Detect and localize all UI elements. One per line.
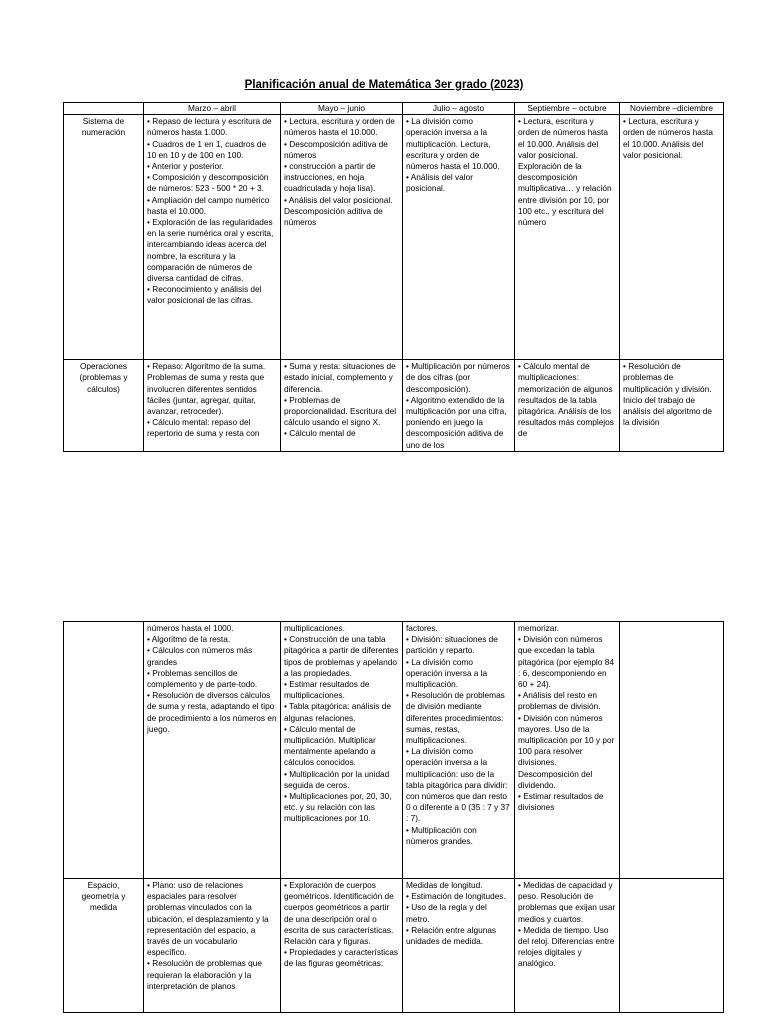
table-cell: • Multiplicación por números de dos cifras (por descomposición). • Algoritmo extendido de la multiplicación por una cifra, poniendo en juego la descomposición aditiva de uno de los [403, 360, 515, 452]
table-row [64, 879, 724, 1013]
row-label-sistema-numeracion: Sistema de numeración [64, 115, 144, 360]
table-cell: memorizar. • División con números que excedan la tabla pitagórica (por ejemplo 84 : 6, descomponiendo en 60 + 24). • Análisis del resto en problemas de división. • División con números mayores. Uso de la multiplicación por 10 y por 100 para resolver divisiones. Descomposición del dividendo. • Estimar resultados de divisiones [515, 622, 620, 879]
header-cell-marzo-abril: Marzo – abril [144, 103, 281, 115]
header-cell-mayo-junio: Mayo – junio [281, 103, 403, 115]
table-cell: factores. • División: situaciones de partición y reparto. • La división como operación inversa a la multiplicación. • Resolución de problemas de división mediante diferentes procedimientos: sumas, restas, multiplicaciones. • La división como operación inversa a la multiplicación: uso de la tabla pitagórica para dividir: con números que dan resto 0 o diferente a 0 (35 : 7 y 37 : 7). • Multiplicación con números grandes. [403, 622, 515, 879]
table-cell: Medidas de longitud. • Estimación de longitudes. • Uso de la regla y del metro. • Relación entre algunas unidades de medida. [403, 879, 515, 1013]
header-cell-noviembre-diciembre: Noviembre –diciembre [620, 103, 724, 115]
table-cell: • Cálculo mental de multiplicaciones: memorización de algunos resultados de la tabla pitagórica. Análisis de los resultados más complejos de [515, 360, 620, 452]
table-row [64, 622, 724, 879]
table-cell: • Suma y resta: situaciones de estado inicial, complemento y diferencia. • Problemas de proporcionalidad. Escritura del cálculo usando el signo X. • Cálculo mental de [281, 360, 403, 452]
table-cell [620, 879, 724, 1013]
table-cell: • Repaso: Algoritmo de la suma. Problemas de suma y resta que involucren diferentes sentidos fáciles (juntar, agregar, quitar, avanzar, retroceder). • Cálculo mental: repaso del repertorio de suma y resta con [144, 360, 281, 452]
planning-table-page-2 [63, 621, 724, 1013]
table-cell: • Lectura, escritura y orden de números hasta el 10.000. • Descomposición aditiva de números • construcción a partir de instrucciones, en hoja cuadriculada y hoja lisa). • Análisis del valor posicional. Descomposición aditiva de números [281, 115, 403, 360]
header-cell-julio-agosto: Julio – agosto [403, 103, 515, 115]
table-cell: • La división como operación inversa a la multiplicación. Lectura, escritura y orden de números hasta el 10.000. • Análisis del valor posicional. [403, 115, 515, 360]
table-cell: números hasta el 1000. • Algoritmo de la resta. • Cálculos con números más grandes • Problemas sencillos de complemento y de parte-todo. • Resolución de diversos cálculos de suma y resta, adaptando el tipo de procedimiento a los números en juego. [144, 622, 281, 879]
table-cell: • Medidas de capacidad y peso. Resolución de problemas que exijan usar medios y cuartos. • Medida de tiempo. Uso del reloj. Diferencias entre relojes digitales y analógico. [515, 879, 620, 1013]
table-cell: • Plano: uso de relaciones espaciales para resolver problemas vinculados con la ubicación, el desplazamiento y la representación del espacio, a través de un vocabulario específico. • Resolución de problemas que requieran la elaboración y la interpretación de planos [144, 879, 281, 1013]
table-header-row [64, 103, 724, 115]
row-label-empty [64, 622, 144, 879]
table-cell: • Exploración de cuerpos geométricos. Identificación de cuerpos geométricos a partir de una descripción oral o escrita de sus características. Relación cara y figuras. • Propiedades y características de las figuras geométricas: [281, 879, 403, 1013]
table-cell: • Repaso de lectura y escritura de números hasta 1.000. • Cuadros de 1 en 1, cuadros de 10 en 10 y de 100 en 100. • Anterior y posterior. • Composición y descomposición de números: 523 - 500 * 20 + 3. • Ampliación del campo numérico hasta el 10.000. • Exploración de las regularidades en la serie numérica oral y escrita, intercambiando ideas acerca del nombre, la escritura y la comparación de números de diversa cantidad de cifras. • Reconocimiento y análisis del valor posicional de las cifras. [144, 115, 281, 360]
table-cell: multiplicaciones. • Construcción de una tabla pitagórica a partir de diferentes tipos de problemas y apelando a las propiedades. • Estimar resultados de multiplicaciones. • Tabla pitagórica: análisis de algunas relaciones. • Cálculo mental de multiplicación. Multiplicar mentalmente apelando a cálculos conocidos. • Multiplicación por la unidad seguida de ceros. • Multiplicaciones por, 20, 30, etc. y su relación con las multiplicaciones por 10. [281, 622, 403, 879]
table-cell: • Lectura, escritura y orden de números hasta el 10.000. Análisis del valor posicional. Exploración de la descomposición multiplicativa… y relación entre división por 10, por 100 etc., y escritura del número [515, 115, 620, 360]
table-cell: • Resolución de problemas de multiplicación y división. Inicio del trabajo de análisis del algoritmo de la división [620, 360, 724, 452]
planning-table-page-1 [63, 102, 724, 452]
page-title: Planificación anual de Matemática 3er grado (2023) [244, 79, 524, 91]
row-label-espacio-geometria-medida: Espacio, geometría y medida [64, 879, 144, 1013]
header-cell-empty [64, 103, 144, 115]
table-row [64, 360, 724, 452]
table-cell [620, 622, 724, 879]
table-cell: • Lectura, escritura y orden de números hasta el 10.000. Análisis del valor posicional. [620, 115, 724, 360]
table-row [64, 115, 724, 360]
header-cell-septiembre-octubre: Septiembre – octubre [515, 103, 620, 115]
row-label-operaciones: Operaciones (problemas y cálculos) [64, 360, 144, 452]
